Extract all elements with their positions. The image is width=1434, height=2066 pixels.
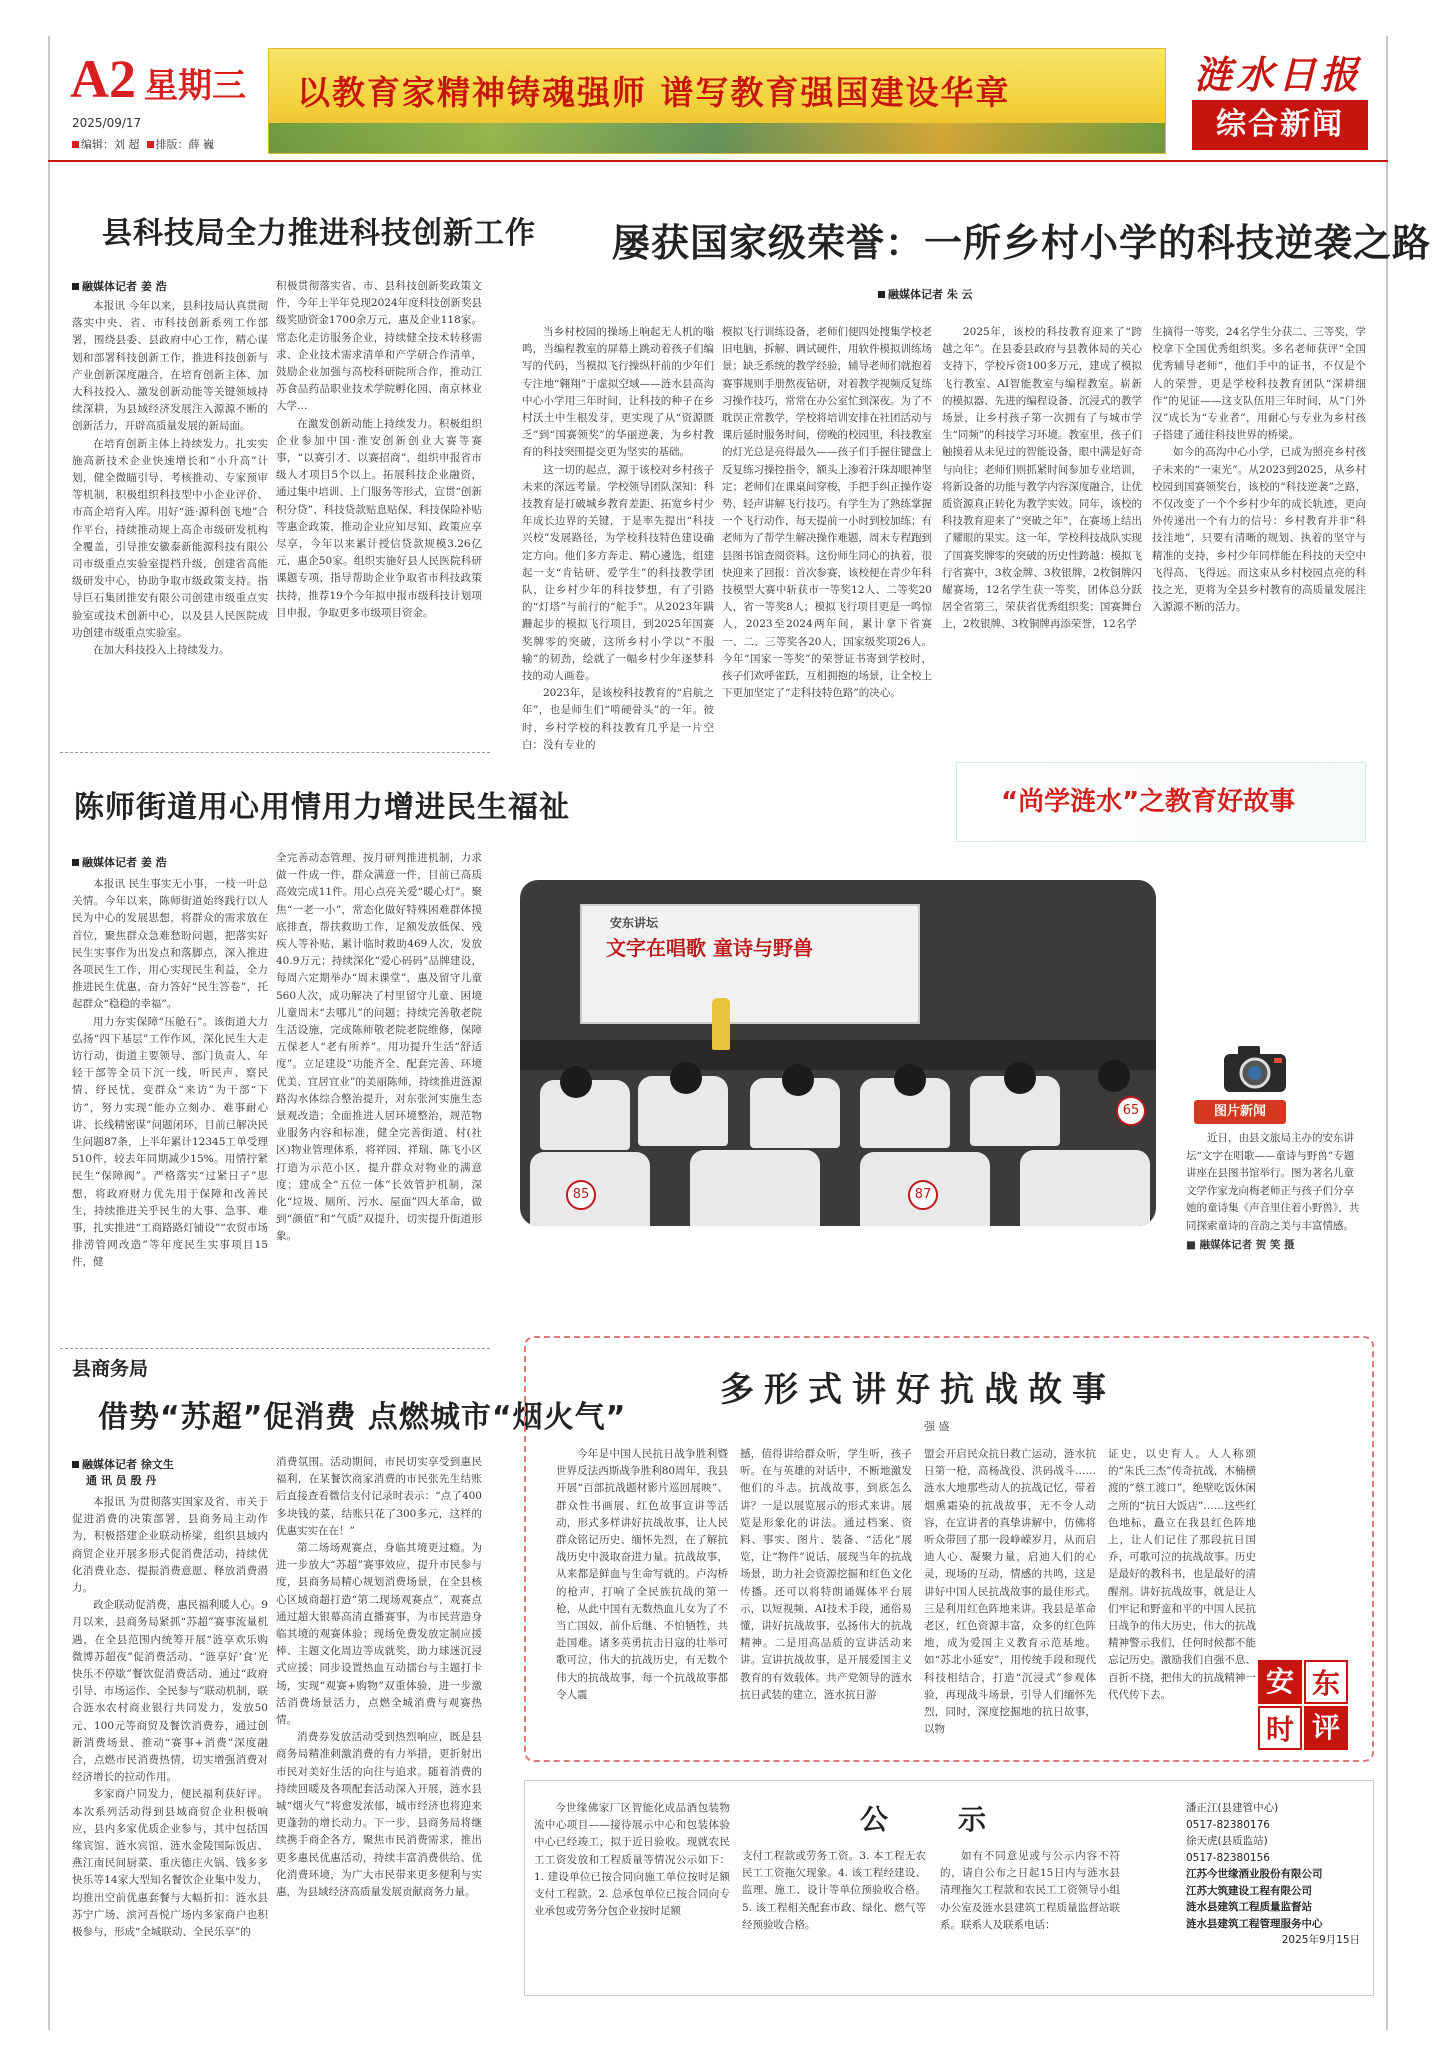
story1-para: 在激发创新动能上持续发力。积极组织企业参加中国·淮安创新创业大赛等赛事，“以赛引才、以赛招商”，组织申报省市级人才项目5个以上。拓展科技企业融资，通过集中培训、上门服务等形式，宣贯“创新积分贷”、科技贷款贴息贴保、科技保险补贴等惠企政策，推动企业应知尽知、政策应享尽享，今年以来累计授信贷款规模3.26亿元，惠企50家。组织实施好县人民医院科研课题专项，指导帮助企业争取省市科技政策扶持，推荐19个今年拟申报市级科技计划项目申报，争取更多市级项目资金。 xyxy=(276,417,482,619)
story5-para: 盟会开启民众抗日救亡运动，涟水抗日第一枪，高杨战役、洪码战斗……涟水大地那些动人的抗战记忆，带着烟熏霜染的抗战故事，无不令人动容，在宣讲者的真挚讲解中，仿佛将听众带回了那一段峥嵘岁月，从而启迪人心、凝聚力量，启迪人们的心灵，现场的互动，情感的共鸣，这是讲好中国人民抗战故事的最佳形式。三是利用红色阵地来讲。我县是革命老区，红色资源丰富，众多的红色阵地，成为爱国主义教育示范基地。如“苏北小延安”，用传统手段和现代科技相结合，打造“沉浸式”参观体验，再现战斗场景，引导人们缅怀先烈，同时，深度挖掘地的抗日故事，以物 xyxy=(924,1448,1096,1736)
story2-col2 xyxy=(722,324,932,756)
story4-headline: 借势“苏超”促消费 点燃城市“烟火气” xyxy=(98,1400,627,1435)
screen-title: 安东讲坛 xyxy=(610,916,659,930)
story3-para: 全完善动态管理、按月研判推进机制，力求做一件成一件，群众满意一件，目前已高质高效完成11件。用心点亮关爱“暖心灯”。聚焦“一老一小”，常态化做好特殊困难群体摸底排查，帮扶救助工作，足额发放低保、残疾人等补贴，累计临时救助469人次，发放40.9万元；持续深化“爱心码码”品牌建设，每周六定期举办“周末课堂”，惠及留守儿童560人次，成功解决了村里留守儿童、困境儿童周末“去哪儿”的问题；持续完善敬老院生活设施，完成陈师敬老院老院维修，保障五保老人“老有所养”。用功提升生活“舒适度”。立足建设“功能齐全、配套完善、环境优美、宜居宜业”的美丽陈师，持续推进涟源路沟水体综合整治提升，对东张河实施生态景观改造；全面推进人居环境整治，规范物业服务内容和标准，健全完善街道、村(社区)物业管理体系，将祥园、祥瑞、陈飞小区打造为示范小区，提升群众对物业的满意度；建成全“五位一体”长效管护机制，深化“垃圾、厕所、污水、屋面”四大革命，做到“颜值”和“气质”双提升，切实提升街道形象。 xyxy=(276,852,482,1243)
seat xyxy=(690,1150,820,1226)
stamp-char: 时 xyxy=(1258,1706,1302,1750)
banner-slogan: 以教育家精神铸魂强师 谱写教育强国建设华章 xyxy=(297,73,1011,112)
story1-headline: 县科技局全力推进科技创新工作 xyxy=(102,216,536,251)
speaker-figure xyxy=(712,998,730,1050)
story4-col1 xyxy=(72,1494,268,1994)
notice-col3 xyxy=(940,1848,1120,1990)
promo-text: “尚学涟水”之教育好故事 xyxy=(1001,787,1296,817)
story2-col4 xyxy=(1152,324,1366,756)
story4-byline2: 通 讯 员 殷 丹 xyxy=(86,1474,157,1487)
story5-para: 今年是中国人民抗日战争胜利暨世界反法西斯战争胜利80周年，我县开展“百部抗战题材影片巡回展映”、群众性书画展、红色故事宣讲等活动，形式多样讲好抗战故事，让人民群众铭记历史、缅怀先烈，在了解抗战历史中汲取奋进力量。抗战故事，从来都是鲜血与生命写就的。卢沟桥的枪声，打响了全民族抗战的第一枪，从此中国有无数热血儿女为了不当亡国奴，前仆后继、不怕牺牲，共赴国难。诸多英勇抗击日寇的壮举可歌可泣，伟大的抗战历史，有无数个伟大的抗战故事，每一个抗战故事都令人震 xyxy=(556,1448,728,1701)
divider xyxy=(60,752,490,753)
notice-col1 xyxy=(534,1800,730,1990)
seat-number: 87 xyxy=(908,1180,938,1210)
story5-para: 证史，以史育人。人人称颂的“朱氏三杰”传奇抗战，木楠横渡的“蔡工渡口”，绝壁吃饭休闲之所的“抗日大饭店”……这些红色地标，矗立在我县红色阵地上，让人们记住了那段抗日国乔，可歌可泣的抗战故事。历史是最好的教科书，也是最好的清醒剂。讲好抗战故事，就是让人们牢记和野蛮和平的中国人民抗日战争的伟大历史，伟大的抗战精神警示我们，任何时候都不能忘记历史。激励我们自强不息、百折不挠，把伟大的抗战精神一代代传下去。 xyxy=(1108,1448,1256,1701)
story2-para: 当乡村校园的操场上响起无人机的嗡鸣，当编程教室的屏幕上跳动着孩子们编写的代码，当模拟飞行操纵杆前的少年们专注地“翱翔”于虚拟空域——涟水县高沟中心小学用三年时间，让科技的种子在乡村沃土中生根发芽，更实现了从“资源匮乏”到“国赛领奖”的华丽逆袭，为乡村教育的科技突围提交更为坚实的基础。 xyxy=(522,326,714,459)
story3-byline: 融媒体记者 姜 浩 xyxy=(72,854,167,870)
contact-line: 0517-82380156 xyxy=(1186,1851,1270,1864)
projection-screen xyxy=(580,904,920,1024)
story1-para: 在培育创新主体上持续发力。扎实实施高新技术企业快速增长和“小升高”计划，健全微瞄引导、考核推动、专家预审等机制，积极组织科技型中小企业评价、市高企培育入库。用好“涟·源科创飞地”合作平台，持续推动规上高企市级研发机构全覆盖，引导推安徽泰新能源科技有限公司市级重点实验室提档升级，创建省高能级研发中心，协助争取市级政策支持。指导巨石集团推安有限公司创建市级重点实验室或技术创新中心，以及县人民医院成功创建市级重点实验室。 xyxy=(72,437,268,639)
photo-caption xyxy=(1186,1130,1364,1255)
story5-para: 撼，值得讲给群众听，学生听，孩子听。在与英雄的对话中，不断地激发他们的斗志。抗战故事，到底怎么讲？一是以展览展示的形式来讲。展览是形象化的讲法。通过档案、资料、事实、图片、装备、“活化”展览，让“物件”说话，展现当年的抗战场景，助力社会资源挖掘和红色文化传播。还可以将特朗诵媒体平台展示，以短视频、AI技术手段，通俗易懂，讲好抗战故事，弘扬伟大的抗战精神。二是用高品质的宣讲活动来讲。宣讲抗战故事，是开展爱国主义教育的有效载体。共产党领导的涟水抗日武装的建立，涟水抗日游 xyxy=(740,1448,912,1701)
page-number: A2 星期三 xyxy=(70,49,246,109)
stamp-char: 安 xyxy=(1258,1660,1302,1704)
audience-head xyxy=(1004,1062,1036,1094)
story4-byline: 融媒体记者 徐文生 xyxy=(72,1456,174,1472)
notice-text: 支付工程款或劳务工资。3. 本工程无农民工工资拖欠现象。4. 该工程经建设、监理、施工、设计等单位预验收合格。5. 该工程相关配套市政、绿化、燃气等经预验收合格。 xyxy=(742,1850,926,1931)
stamp-char: 评 xyxy=(1304,1706,1348,1750)
story1-col2 xyxy=(276,278,482,730)
notice-contacts xyxy=(1186,1800,1370,1949)
story4-para: 消费券发放活动受到热烈响应，既是县商务局精准刺激消费的有力举措，更折射出市民对美好生活的向往与追求。随着消费的持续回暖及各项配套活动深入开展，涟水县城“烟火气”将愈发浓郁，城市经济也将迎来更蓬勃的增长动力。下一步，县商务局将继续携手商企各方，聚焦市民消费需求，推出更多惠民优惠活动，持续丰富消费供给、优化消费环境，为广大市民带来更多便利与实惠，为县域经济高质量发展贡献商务力量。 xyxy=(276,1731,482,1899)
issue-date: 2025/09/17 xyxy=(72,116,142,130)
story1-byline: 融媒体记者 姜 浩 xyxy=(72,278,167,294)
story4-para: 本报讯 为贯彻落实国家及省、市关于促进消费的决策部署，县商务局主动作为，积极搭建企业联动桥梁，组织县域内商贸企业开展多形式促消费活动，持续优化消费业态、提振消费意愿、释放消费潜力。 xyxy=(72,1496,268,1595)
news-photo xyxy=(520,880,1156,1226)
stage xyxy=(520,1040,1156,1070)
story3-headline: 陈师街道用心用情用力增进民生福祉 xyxy=(74,790,570,825)
notice-text: 今世缘佛家厂区智能化成品酒包装物流中心项目——接待展示中心和包装体验中心已经竣工，拟于近日验收。现就农民工工资发放和工程质量等情况公示如下：1. 建设单位已按合同向施工单位按时足额支付工程款。2. 总承包单位已按合同向专业承包或劳务分包企业按时足额 xyxy=(534,1802,730,1918)
stamp-char: 东 xyxy=(1304,1660,1348,1704)
story4-para: 政企联动促消费，惠民福利暖人心。9月以来，县商务局紧抓“苏超”赛事流量机遇，在全县范围内统筹开展“涟享欢乐购 微博苏超夜”促消费活动、“涟享好‘食’光 快乐不停歇”餐饮促消费活动、通过“政府引导、市场运作、全民参与”联动机制，联合涟水农村商业银行共同发力，发放50元、100元等商贸及餐饮消费券，通过创新消费场景、推动“赛事+消费”深度融合，点燃市民消费热情，切实增强消费对经济增长的拉动作用。 xyxy=(72,1599,268,1784)
story2-para: 2025年，该校的科技教育迎来了“跨越之年”。在县委县政府与县教体局的关心支持下，学校斥资100多万元，建成了模拟飞行教室、AI智能教室与编程教室。崭新的模拟器、先进的编程设备、沉浸式的教学场景，让乡村孩子第一次拥有了与城市学生“同频”的科技学习环境。教室里，孩子们触摸着从未见过的智能设备，眼中满是好奇与向往；老师们则抓紧时间参加专业培训，将新设备的功能与教学内容深度融合，让优质资源真正转化为教学实效。同年，该校的科技教育迎来了“突破之年”，在赛场上结出了耀眼的果实。这一年，学校科技战队实现了国赛奖牌零的突破的历史性跨越：模拟飞行省赛中，3枚金牌、3枚银牌，2枚铜牌闪耀赛场，12名学生获一等奖，团体总分跃居全省第三，荣获省优秀组织奖；国赛舞台上，2枚银牌、3枚铜牌再添荣誉，12名学 xyxy=(942,326,1142,631)
photo-news-tag: 图片新闻 xyxy=(1194,1100,1286,1124)
story4-para: 消费氛围。活动期间，市民切实享受到惠民福利，在某餐饮商家消费的市民张先生结账后直接查看微信支付记录时表示：“点了400多块钱的菜，结账只花了300多元，这样的优惠实实在在！” xyxy=(276,1456,482,1537)
contact-line: 徐天虎(县质监站) xyxy=(1186,1835,1268,1847)
story1-para: 在加大科技投入上持续发力。 xyxy=(93,644,230,657)
column-stamp xyxy=(1258,1660,1354,1756)
story1-para: 积极贯彻落实省、市、县科技创新奖政策文件，今年上半年兑现2024年度科技创新奖县级奖励资金1700余万元，惠及企业118家。常态化走访服务企业，持续健全技术转移需求、企业技术需求清单和产学研合作清单，鼓励企业加强与高校科研院所合作，推动江苏食品药品职业技术学院孵化园、南京林业大学… xyxy=(276,280,482,413)
seat-number: 65 xyxy=(1116,1096,1146,1126)
story4-kicker: 县商务局 xyxy=(72,1358,149,1380)
story5-col2 xyxy=(740,1446,912,1746)
story3-para: 用力夯实保障“压舱石”。该街道大力弘扬“四下基层”工作作风，深化民生大走访行动，街道主要领导、部门负责人、年轻干部等全员下沉一线，听民声、察民情、纾民忧，变群众“来访”为干部“下访”，努力实现“能办立刻办、难事耐心讲、长线精密谋”问题闭环，目前已解决民生问题87条，上半年累计12345工单受理510件，较去年同期减少15%。用情拧紧民生“保障阀”。严格落实“过紧日子”思想，将政府财力优先用于保障和改善民生，持续推进关乎民生的大事、急事、难事，扎实推进“工商路路灯铺设”“农贸市场排涝管网改造”等年度民生实事项目15件，健 xyxy=(72,1015,268,1269)
story2-col1 xyxy=(522,324,714,756)
org-line: 涟水县建筑工程质量监督站 xyxy=(1186,1901,1312,1913)
org-line: 江苏大筑建设工程有限公司 xyxy=(1186,1884,1312,1897)
story2-col3 xyxy=(942,324,1142,756)
story2-para: 这一切的起点，源于该校对乡村孩子未来的深远考量。学校领导团队深知：科技教育是打破城乡教育差距、拓宽乡村少年成长边界的关键，于是率先提出“科技兴校”发展路径，为学校科技特色建设确定方向。他们多方奔走、精心遴选，组建起一支“肯钻研、爱学生”的科技教学团队，让乡村少年的科技梦想，有了引路的“灯塔”与前行的“舵手”。从2023年蹒跚起步的模拟飞行项目，到2025年国赛奖牌零的突破，这所乡村小学以“不服输”的韧劲，绘就了一幅乡村少年逐梦科技的动人画卷。 xyxy=(522,463,714,683)
audience-head xyxy=(560,1066,592,1098)
story5-headline: 多形式讲好抗战故事 xyxy=(720,1370,1116,1410)
story5-col1 xyxy=(556,1446,728,1746)
notice-date: 2025年9月15日 xyxy=(1281,1934,1360,1946)
story3-col2 xyxy=(276,850,482,1332)
audience-head xyxy=(894,1064,926,1096)
audience-head xyxy=(670,1062,702,1094)
story2-byline: 融媒体记者 朱 云 xyxy=(878,286,973,302)
newspaper-logo: 涟水日报 xyxy=(1194,52,1363,97)
banner-decoration xyxy=(269,123,1165,153)
story2-para: 如今的高沟中心小学，已成为照亮乡村孩子未来的“一束光”。从2023到2025，从乡村校园到国赛领奖台，该校的“科技逆袭”之路，不仅改变了一个个乡村少年的成长轨迹，更向外传递出一个有力的信号：乡村教育并非“科技洼地”，只要有清晰的规划、执着的坚守与精准的支持，乡村少年同样能在科技的天空中飞得高、飞得远。而这束从乡村校园点亮的科技之光，更将为全县乡村教育的高质量发展注入源源不断的活力。 xyxy=(1152,446,1366,614)
audience-head xyxy=(1098,1060,1130,1092)
contact-line: 潘正江(县建管中心) xyxy=(1186,1802,1279,1814)
contact-line: 0517-82380176 xyxy=(1186,1818,1270,1831)
promo-banner xyxy=(956,762,1366,842)
story4-para: 第二场场观赛点，身临其境更过瘾。为进一步放大“苏超”赛事效应，提升市民参与度，县商务局精心规划消费场景，在全县核心区域商超打造“第二现场观赛点”，观赛点通过超大银幕高清直播赛事，为市民营造身临其境的观赛体验；现场免费发放定制应援棒、主题文化周边等成就奖，助力球迷沉浸式应援；同步设置热血互动擂台与主题打卡场，实现“观赛+购物”双重体验，进一步激活消费场景活力，点燃全城消费与观赛热情。 xyxy=(276,1542,482,1727)
story1-col1 xyxy=(72,298,268,728)
notice-title: 公示 xyxy=(860,1803,1057,1836)
seat xyxy=(1020,1150,1150,1226)
divider xyxy=(60,1348,490,1349)
org-line: 江苏今世缘酒业股份有限公司 xyxy=(1186,1868,1323,1880)
banner xyxy=(268,48,1166,154)
story2-para: 模拟飞行训练设备，老师们便四处搜集学校老旧电脑，拆解、调试硬件，用软件模拟训练场景；缺乏系统的教学经验，辅导老师们就抱着赛事规则手册熬夜钻研，对着教学视频反复练习操作技巧，常常在办公室忙到深夜。为了不耽误正常教学，学校将培训安排在社团活动与课后延时服务时间，傍晚的校园里，科技教室的灯光总是亮得最久——孩子们手握住键盘上反复练习操控指令，额头上渗着汗珠却眼神坚定；老师们在课桌间穿梭，手把手纠正操作姿势，轻声讲解飞行技巧。有学生为了熟练掌握一个飞行动作，每天提前一小时到校加练；有老师为了帮学生解决操作难题，周末专程跑到县图书馆查阅资料。这份师生同心的执着，很快迎来了回报：首次参赛，该校便在青少年科技模型大赛中斩获市一等奖12人、二等奖20人，省一等奖8人；模拟飞行项目更是一鸣惊人，2023至2024两年间，累计拿下省赛一、二、三等奖各20人，国家级奖项26人。今年“国家一等奖”的荣誉证书寄到学校时，孩子们欢呼雀跃，互相拥抱的场景，让全校上下更加坚定了“走科技特色路”的决心。 xyxy=(722,326,932,700)
caption-credit: ■ 融媒体记者 贺 笑 摄 xyxy=(1186,1239,1295,1251)
screen-main-title: 文字在唱歌 童诗与野兽 xyxy=(606,936,813,960)
editor-line: 编辑：刘 超 排版：薛 巍 xyxy=(72,136,214,152)
story2-headline: 屡获国家级荣誉：一所乡村小学的科技逆袭之路 xyxy=(612,221,1432,265)
story3-para: 本报讯 民生事实无小事，一枝一叶总关情。今年以来，陈师街道始终践行以人民为中心的发展思想，将群众的需求放在首位，聚焦群众急难愁盼问题，把落实好民生实事作为出发点和落脚点，深入推进各项民生工作，用心实现民生利益，全力推进民生优惠，奋力答好“民生答卷”，托起群众“稳稳的幸福”。 xyxy=(72,878,268,1011)
org-line: 涟水县建筑工程管理服务中心 xyxy=(1186,1917,1323,1930)
story1-para: 本报讯 今年以来，县科技局认真贯彻落实中央、省、市科技创新系列工作部署，围绕县委、县政府中心工作，精心谋划和部署科技创新工作，推进科技创新与产业创新深度融合，在培育创新主体、加大科技投入、激发创新动能等关键领域持续深耕，为县域经济发展注入源源不断的创新活力，开辟高质量发展的新局面。 xyxy=(72,300,268,433)
story5-col4 xyxy=(1108,1446,1256,1746)
story5-byline: 强 盛 xyxy=(924,1420,950,1433)
story2-para: 生摘得一等奖，24名学生分获二、三等奖，学校拿下全国优秀组织奖。多名老师获评“全国优秀辅导老师”，他们手中的证书，不仅是个人的荣誉，更是学校科技教育团队“深耕细作”的见证——这支队伍用三年时间，从“门外汉”成长为“专业者”，用耐心与专业为乡村孩子搭建了通往科技世界的桥梁。 xyxy=(1152,326,1366,442)
seat-number: 85 xyxy=(566,1180,596,1210)
notice-text: 如有不同意见或与公示内容不符的，请自公布之日起15日内与涟水县清理拖欠工程款和农民工工资领导小组办公室及涟水县建筑工程质量监督站联系。联系人及联系电话： xyxy=(940,1850,1120,1931)
section-title: 综合新闻 xyxy=(1192,100,1368,150)
story2-para: 2023年，是该校科技教育的“启航之年”，也是师生们“啃硬骨头”的一年。彼时，乡村学校的科技教育几乎是一片空白：没有专业的 xyxy=(522,687,714,751)
notice-col2 xyxy=(742,1848,926,1990)
story5-col3 xyxy=(924,1446,1096,1746)
audience-head xyxy=(782,1064,814,1096)
story3-col1 xyxy=(72,876,268,1332)
caption-text: 近日，由县文旅局主办的安东讲坛“文字在唱歌——童诗与野兽”专题讲座在县图书馆举行。图为著名儿童文学作家龙向梅老师正与孩子们分享她的童诗集《声音里住着小野兽》，共同探索童诗的音韵之美与丰富情感。 xyxy=(1186,1132,1360,1232)
story4-col2 xyxy=(276,1454,482,1994)
story4-para: 多家商户同发力，便民福利获好评。本次系列活动得到县域商贸企业积极响应，县内多家优质企业参与，其中包括国缘宾馆、涟水宾馆、涟水金陵国际饭店、燕江南民间厨菜、重庆德庄火锅、钱多多快乐等14家大型知名餐饮企业集中发力，均推出空前优惠套餐与大幅折扣：涟水县苏宁广场、滨河吾悦广场内多家商户也积极参与，形成“全城联动、全民乐享”的 xyxy=(72,1788,268,1939)
camera-icon xyxy=(1218,1036,1298,1096)
header-rule xyxy=(48,160,1388,162)
